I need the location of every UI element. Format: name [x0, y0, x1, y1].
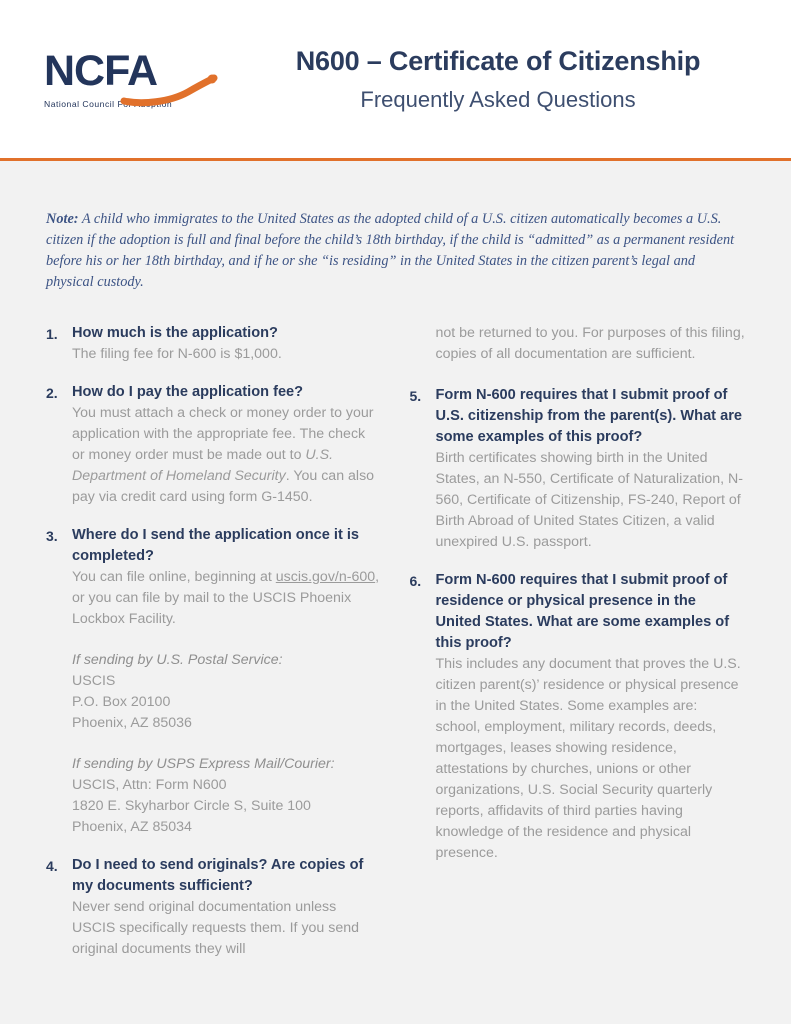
uscis-link[interactable]: uscis.gov/n-600 [275, 569, 376, 585]
faq-columns [46, 323, 745, 977]
faq-body [436, 570, 746, 878]
answer-part-2: , or you can file by mail to the USCIS Phoenix Lockbox Facility. [72, 569, 380, 627]
address-line: USCIS, Attn: Form N600 [72, 777, 227, 793]
faq-question: Do I need to send originals? Are copies of my documents sufficient? [72, 857, 364, 894]
faq-number: 6. [409, 573, 422, 589]
address-line: P.O. Box 20100 [72, 694, 171, 710]
faq-body [436, 385, 746, 567]
faq-column-left [46, 323, 382, 977]
faq-item-1 [46, 323, 382, 379]
address-line: 1820 E. Skyharbor Circle S, Suite 100 [72, 798, 311, 814]
note-text: A child who immigrates to the United States as the adopted child of a U.S. citizen automatically becomes a U.S. citizen if the adoption is full and final before the child’s 18th birthday, if the child is “admitted” as a permanent resident before his or her 18th birthday, and if he or she “is residing” in the United States in the citizen parent’s legal and physical custody. [46, 211, 735, 290]
note-block [46, 209, 745, 293]
note-label: Note: [46, 211, 79, 227]
faq-item-5 [410, 385, 746, 567]
faq-number: 1. [46, 326, 58, 342]
answer-continuation-wrap [410, 323, 746, 365]
page-title: N600 – Certificate of Citizenship [295, 45, 701, 76]
address-heading: If sending by U.S. Postal Service: [72, 652, 283, 668]
faq-number: 4. [46, 858, 58, 874]
faq-question: How much is the application? [72, 325, 278, 341]
address-heading: If sending by USPS Express Mail/Courier: [72, 756, 335, 772]
faq-body [72, 855, 382, 974]
document-header [0, 0, 791, 161]
faq-item-2 [46, 382, 382, 522]
faq-item-4 [46, 855, 382, 974]
address-line: Phoenix, AZ 85034 [72, 819, 192, 835]
faq-question: How do I pay the application fee? [72, 384, 304, 400]
header-titles [235, 46, 791, 113]
faq-number: 5. [409, 388, 422, 404]
faq-answer: Birth certificates showing birth in the United States, an N-550, Certificate of Naturalization, N-560, Certificate of Citizenship, FS-240, Report of Birth Abroad of United States Citizen, a valid unexpired U.S. passport. [435, 450, 744, 550]
faq-column-right [410, 323, 746, 977]
faq-question: Form N-600 requires that I submit proof of U.S. citizenship from the parent(s). What are some examples of this proof? [435, 387, 743, 445]
faq-item-6 [410, 570, 746, 878]
address-express-courier [72, 748, 382, 838]
logo-wrap [44, 49, 219, 93]
answer-part-1: You can file online, beginning at [72, 569, 276, 585]
answer-continuation: not be returned to you. For purposes of this filing, copies of all documentation are sufficient. [435, 325, 745, 362]
faq-answer: Never send original documentation unless USCIS specifically requests them. If you send original documents they will [72, 899, 360, 957]
address-postal-service [72, 644, 382, 734]
address-line: Phoenix, AZ 85036 [72, 715, 192, 731]
faq-answer: This includes any document that proves the U.S. citizen parent(s)’ residence or physical presence in the United States. Some examples are: school, employment, military records, deeds, mortgages, leases showing residence, attestations by churches, unions or other organizations, U.S. Social Security quarterly reports, affidavits of third parties having knowledge of the residence and physical presence. [435, 656, 741, 861]
faq-body [72, 382, 382, 522]
faq-number: 3. [46, 528, 58, 544]
faq-body [72, 525, 382, 852]
faq-question: Form N-600 requires that I submit proof of residence or physical presence in the United States. What are some examples of this proof? [435, 572, 730, 651]
answer-part-1: You must attach a check or money order to your application with the appropriate fee. The check or money order must be made out to [72, 405, 374, 463]
page-subtitle: Frequently Asked Questions [360, 86, 636, 112]
swoosh-icon [122, 75, 216, 105]
answer-part-2: . You can also pay via credit card using form G-1450. [72, 468, 375, 505]
faq-number: 2. [46, 385, 58, 401]
faq-body [72, 323, 382, 379]
faq-answer [72, 567, 382, 630]
faq-answer [72, 403, 382, 508]
logo-subtitle: National Council For Adoption [44, 99, 173, 109]
logo [0, 49, 235, 109]
faq-answer: The filing fee for N-600 is $1,000. [72, 346, 282, 362]
answer-italic: U.S. Department of Homeland Security [72, 447, 334, 484]
faq-question: Where do I send the application once it is completed? [72, 527, 360, 564]
address-line: USCIS [72, 673, 116, 689]
logo-wordmark: NCFA [44, 47, 158, 95]
faq-item-3 [46, 525, 382, 852]
